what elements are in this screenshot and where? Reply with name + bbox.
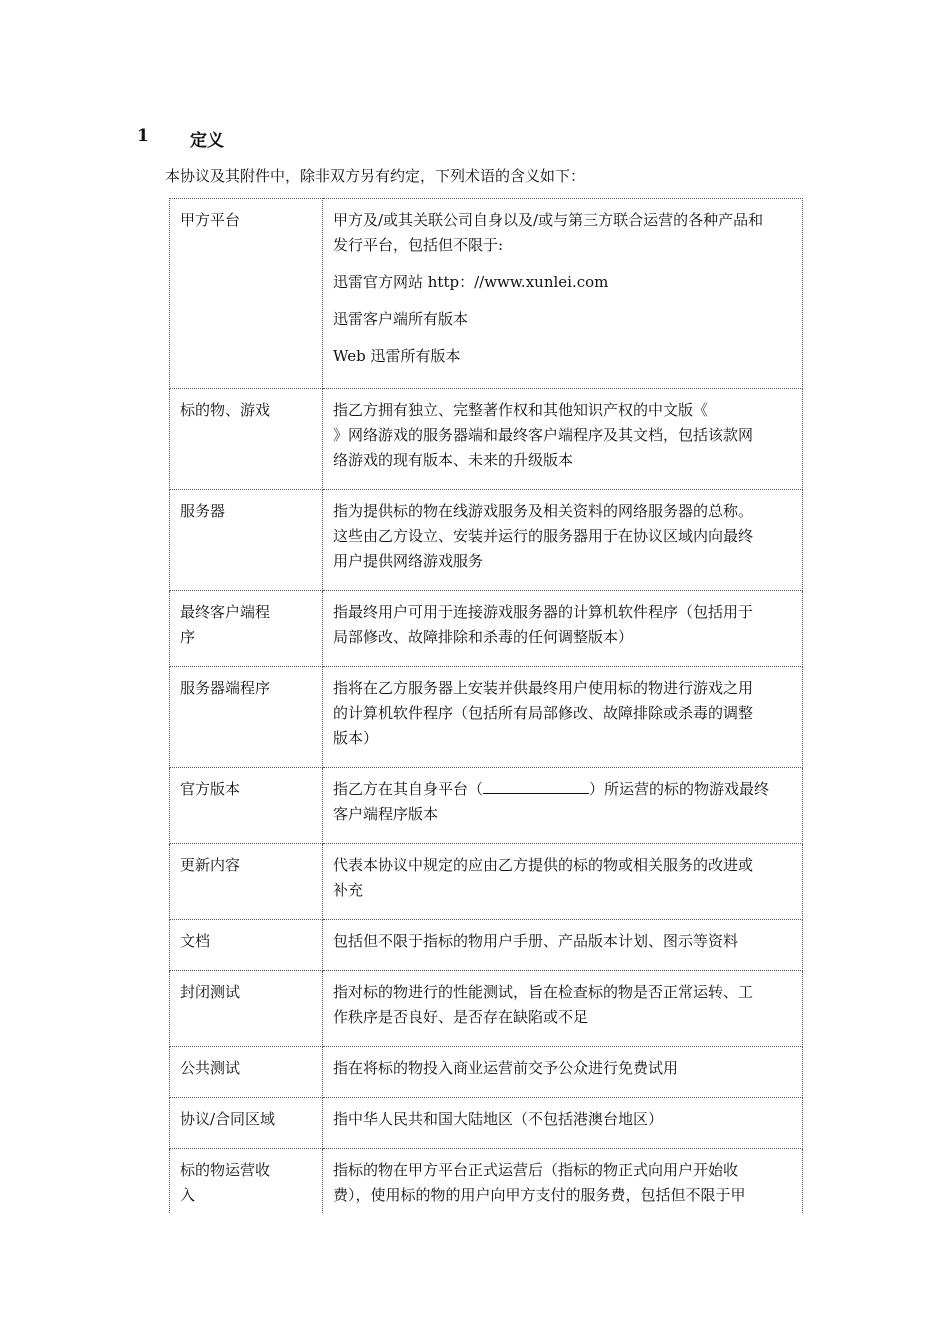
definition-text: 指为提供标的物在线游戏服务及相关资料的网络服务器的总称。 [333, 502, 754, 520]
table-row [170, 199, 803, 389]
definition-text: 指在将标的物投入商业运营前交予公众进行免费试用 [333, 1059, 679, 1077]
term-text: 协议/合同区域 [180, 1110, 276, 1128]
table-row [170, 920, 803, 971]
definition-text: 络游戏的现有版本、未来的升级版本 [333, 451, 574, 469]
definition-cell [323, 490, 803, 591]
definition-cell [323, 971, 803, 1047]
term-cell [170, 667, 323, 768]
term-cell [170, 389, 323, 490]
definition-text: ）所运营的标的物游戏最终 [589, 780, 770, 798]
term-text: 入 [180, 1186, 196, 1204]
term-cell [170, 768, 323, 844]
definition-cell [323, 591, 803, 667]
definition-text: 指乙方拥有独立、完整著作权和其他知识产权的中文版《 [333, 401, 709, 419]
definition-text: 指将在乙方服务器上安装并供最终用户使用标的物进行游戏之用 [333, 679, 754, 697]
term-text: 最终客户端程 [180, 603, 271, 621]
table-row [170, 1149, 803, 1215]
term-cell [170, 199, 323, 389]
term-cell [170, 591, 323, 667]
table-row [170, 591, 803, 667]
definition-text: 补充 [333, 881, 364, 899]
definition-text: 这些由乙方设立、安装并运行的服务器用于在协议区域内向最终 [333, 527, 754, 545]
definition-text: 指标的物在甲方平台正式运营后（指标的物正式向用户开始收 [333, 1161, 739, 1179]
table-row [170, 768, 803, 844]
table-row [170, 389, 803, 490]
definitions-table-wrapper [169, 198, 803, 1214]
term-cell [170, 1098, 323, 1149]
section-number: 1 [137, 126, 149, 146]
definition-text: 客户端程序版本 [333, 805, 439, 823]
definition-text: 包括但不限于指标的物用户手册、产品版本计划、图示等资料 [333, 932, 739, 950]
definition-cell [323, 389, 803, 490]
definition-cell [323, 1047, 803, 1098]
term-text: 服务器 [180, 502, 226, 520]
definition-cell [323, 1098, 803, 1149]
definition-text: 指对标的物进行的性能测试，旨在检查标的物是否正常运转、工 [333, 983, 754, 1001]
fill-in-blank [483, 777, 589, 794]
term-cell [170, 490, 323, 591]
term-cell [170, 1149, 323, 1215]
intro-text: 本协议及其附件中，除非双方另有约定，下列术语的含义如下： [165, 167, 586, 185]
term-text: 封闭测试 [180, 983, 241, 1001]
term-cell [170, 1047, 323, 1098]
definition-cell [323, 667, 803, 768]
definition-text: 指最终用户可用于连接游戏服务器的计算机软件程序（包括用于 [333, 603, 754, 621]
definition-cell [323, 844, 803, 920]
definition-text: 》网络游戏的服务器端和最终客户端程序及其文档，包括该款网 [333, 426, 754, 444]
term-text: 序 [180, 628, 196, 646]
term-text: 甲方平台 [180, 211, 241, 229]
definition-cell [323, 920, 803, 971]
term-cell [170, 971, 323, 1047]
definition-text: 费），使用标的物的用户向甲方支付的服务费，包括但不限于甲 [333, 1186, 746, 1204]
table-row [170, 667, 803, 768]
platform-item: 迅雷官方网站 http：//www.xunlei.com [333, 273, 609, 291]
definition-text: 局部修改、故障排除和杀毒的任何调整版本） [333, 628, 634, 646]
table-row [170, 1047, 803, 1098]
term-cell [170, 920, 323, 971]
definition-text: 指中华人民共和国大陆地区（不包括港澳台地区） [333, 1110, 664, 1128]
definition-cell [323, 1149, 803, 1215]
table-row [170, 844, 803, 920]
definition-text: 甲方及/或其关联公司自身以及/或与第三方联合运营的各种产品和 [333, 211, 764, 229]
term-text: 服务器端程序 [180, 679, 271, 697]
term-text: 更新内容 [180, 856, 241, 874]
definition-text: 版本） [333, 729, 379, 747]
table-row [170, 971, 803, 1047]
definition-text: 发行平台，包括但不限于: [333, 236, 504, 254]
definition-text: 作秩序是否良好、是否存在缺陷或不足 [333, 1008, 589, 1026]
definition-text: 用户提供网络游戏服务 [333, 552, 484, 570]
table-row [170, 490, 803, 591]
definition-text: 的计算机软件程序（包括所有局部修改、故障排除或杀毒的调整 [333, 704, 754, 722]
platform-item: Web 迅雷所有版本 [333, 347, 461, 365]
section-title: 定义 [190, 131, 224, 151]
term-cell [170, 844, 323, 920]
term-text: 文档 [180, 932, 211, 950]
table-row [170, 1098, 803, 1149]
term-text: 公共测试 [180, 1059, 241, 1077]
platform-item: 迅雷客户端所有版本 [333, 310, 469, 328]
definition-cell [323, 199, 803, 389]
term-text: 标的物、游戏 [180, 401, 271, 419]
term-text: 官方版本 [180, 780, 241, 798]
definition-cell [323, 768, 803, 844]
term-text: 标的物运营收 [180, 1161, 271, 1179]
definition-text: 代表本协议中规定的应由乙方提供的标的物或相关服务的改进或 [333, 856, 754, 874]
definition-text: 指乙方在其自身平台（ [333, 780, 484, 798]
definitions-table [169, 198, 803, 1214]
definition-line [333, 777, 794, 802]
